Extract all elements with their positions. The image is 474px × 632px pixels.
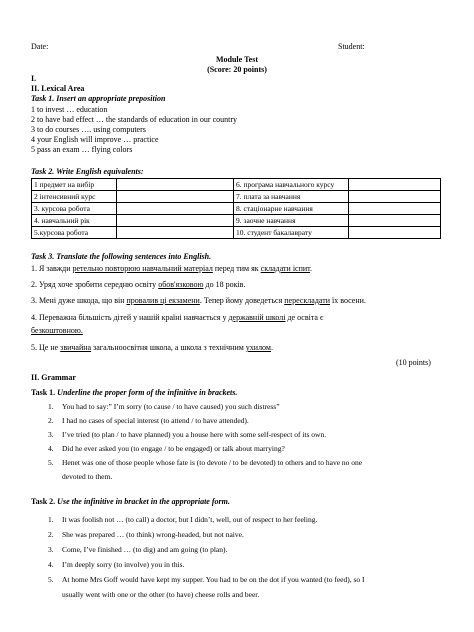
list-item: 5. Henet was one of those people whose fate is (to devote / to be devoted) to others and to have no one [48,458,363,467]
table-row [32,203,441,215]
sentence-2: 2. Уряд хоче зробити середню освіту обов'язковою до 18 років. [31,280,246,289]
sentence-5: 5. Це не звичайна загальноосвітня школа, а школа з технічним ухилом. [31,343,273,352]
list-item: 4. Did he ever asked you (to engage / to be engaged) or talk about marrying? [48,444,285,453]
lexical-task3-title: Task 3. Translate the following sentences into English. [31,252,212,261]
student-label: Student: [338,42,365,51]
answer-cell[interactable] [117,179,234,191]
list-item: 3. Come, I’ve finished … (to dig) and am going (to plan). [48,545,228,554]
table-row [32,215,441,227]
date-label: Date: [31,42,49,51]
table-cell: 4. навчальний рік [32,215,117,227]
answer-cell[interactable] [117,191,234,203]
sentence-4: 4. Переважна більшість дітей у нашій країні навчається у державній школі де освіта є [31,313,324,322]
list-item-continuation: usually went with one or the other (to have) cheese rolls and beer. [62,590,260,599]
list-item: 3. I’ve tried (to plan / to have planned) you a house here with some self-respect of its own. [48,430,327,439]
list-item: 5. At home Mrs Goff would have kept my supper. You had to be on the dot if you wanted (to feed), so I [48,575,365,584]
table-cell: 5.курсова робота [32,227,117,239]
grammar-task1-title: Task 1. Underline the proper form of the infinitive in brackets. [31,388,238,397]
table-row [32,227,441,239]
table-cell: 3. курсова робота [32,203,117,215]
answer-cell[interactable] [349,203,441,215]
list-item: 2 to have bad effect … the standards of education in our country [31,115,238,124]
table-cell: 8. стаціонарне навчання [234,203,349,215]
lexical-task1-list [31,105,237,155]
equivalents-table [31,178,441,239]
table-row [32,191,441,203]
answer-cell[interactable] [349,191,441,203]
answer-cell[interactable] [117,203,234,215]
table-cell: 10. студент бакалаврату [234,227,349,239]
test-title: Module Test [215,55,258,64]
table-cell: 1 предмет на вибір [32,179,117,191]
list-item: 2. She was prepared … (to think) wrong-headed, but not naive. [48,530,244,539]
table-cell: 7. плата за навчання [234,191,349,203]
list-item: 1. It was foolish not … (to call) a doctor, but I didn’t, well, out of respect to her feeling. [48,515,318,524]
answer-cell[interactable] [349,227,441,239]
answer-cell[interactable] [349,215,441,227]
list-item: 3 to do courses …. using computers [31,125,146,134]
grammar-task2-title: Task 2. Use the infinitive in bracket in the appropriate form. [31,497,230,506]
section-one-label: I. [31,74,37,83]
list-item: 1 to invest … education [31,105,108,114]
answer-cell[interactable] [117,215,234,227]
grammar-task2-list [48,515,365,605]
list-item: 4 your English will improve … practice [31,135,159,144]
grammar-heading: II. Grammar [31,373,76,382]
grammar-task1-list [48,402,362,486]
points-label: (10 points) [396,358,431,367]
table-row [32,179,441,191]
list-item: 4. I’m deeply sorry (to involve) you in this. [48,560,185,569]
list-item: 5 pass an exam … flying colors [31,145,133,154]
table-cell: 6. програма навчального курсу [234,179,349,191]
lexical-task1-title: Task 1. Insert an appropriate preposition [31,94,166,103]
answer-cell[interactable] [349,179,441,191]
list-item: 2. I had no cases of special interest (to attend / to have attended). [48,416,249,425]
table-cell: 2 інтенсивний курс [32,191,117,203]
list-item-continuation: devoted to them. [62,472,113,481]
lexical-heading: II. Lexical Area [31,84,85,93]
test-score: (Score: 20 points) [207,65,267,74]
table-cell: 9. заочне навчання [234,215,349,227]
answer-cell[interactable] [117,227,234,239]
list-item: 1. You had to say:” I’m sorry (to cause / to have caused) you such distress” [48,402,280,411]
sentence-4-cont: безкоштовною. [31,326,83,335]
sentence-1: 1. Я завжди ретельно повторюю навчальний матеріал перед тим як складати іспит. [31,264,313,273]
sentence-3: 3. Мені дуже шкода, що він провалив ці екзамени. Тепер йому доведеться перескладати їх восени. [31,296,366,305]
lexical-task2-title: Task 2. Write English equivalents: [31,167,144,176]
